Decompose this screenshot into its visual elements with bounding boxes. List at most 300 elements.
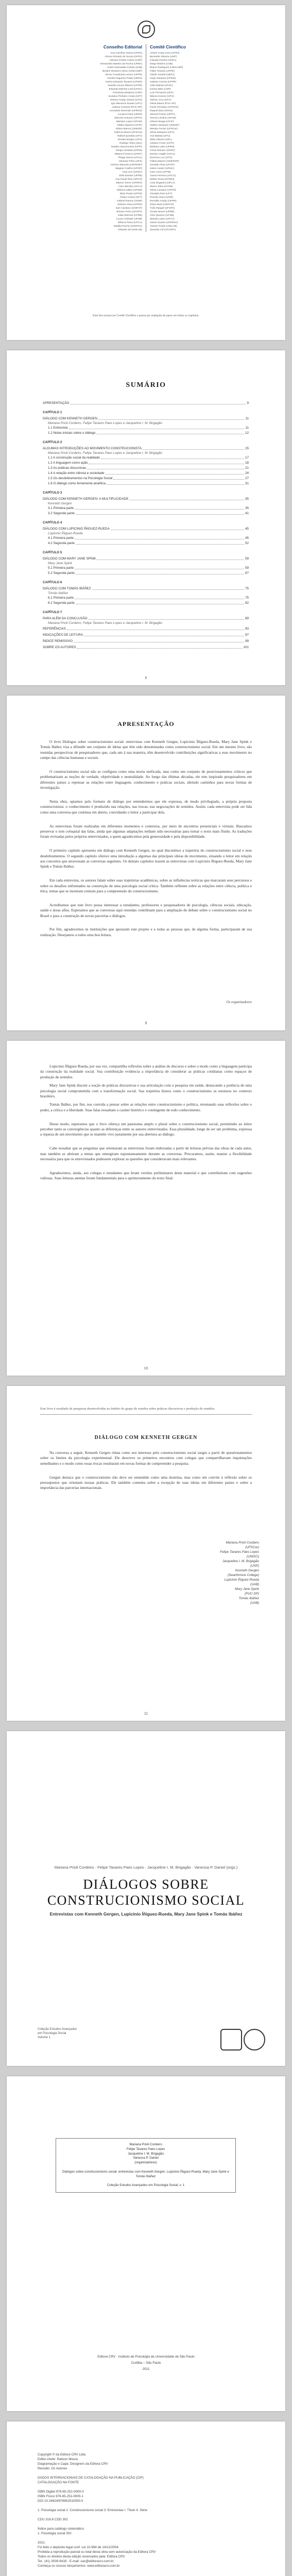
committee-member: Hugo Santana (UFMG) [150, 77, 176, 80]
toc-chapter-label [43, 521, 249, 525]
catalog-line [62, 2165, 229, 2170]
editorial-member: Bruno Cavalcanti Lemos (UFPE) [106, 74, 142, 76]
editorial-member: Ana Paula Reis (UFCG) [115, 178, 142, 181]
imprint-line [38, 2513, 254, 2517]
editorial-member: Ana Carolina Vianna (UFRJ) [110, 52, 142, 55]
series-note [38, 2027, 77, 2040]
toc-entry-authors: Kenneth Gergen [48, 502, 72, 505]
editorial-member: Kátia Moreira (UFRB) [117, 214, 142, 217]
committee-member: Luís Fernando (UFF) [150, 92, 174, 94]
committee-member: Karina Melo (USP) [150, 88, 171, 91]
committee-member: Zilda Oliveira (UEL) [150, 139, 172, 141]
committee-member: Ulisses Braga (UFJF) [150, 121, 174, 123]
toc-entry-title: 6.1 Primeira parte [48, 596, 74, 600]
toc-entry-page: 59 [245, 566, 249, 570]
committee-member: Sílvia Mota (UNIFAP) [150, 204, 174, 206]
apresentacao-title: APRESENTAÇÃO [117, 720, 175, 727]
toc-entry-page: 82 [245, 601, 249, 605]
committee-member: Kléber Rosa (UFRRJ) [150, 178, 175, 181]
imprint-line: Todos os direitos desta edição reservados pela: Editora CRV [38, 2555, 125, 2558]
editorial-member: Nádia Siqueira (UFJF) [117, 124, 142, 127]
imprint-line [38, 2522, 254, 2527]
toc-entry-title: SOBRE OS AUTORES [43, 646, 76, 649]
committee-member: Olívia Matos (PUC-SP) [150, 103, 176, 105]
toc-entry[interactable] [43, 536, 249, 540]
page-chapter-1 [7, 1386, 285, 1721]
toc-entry-page: 89 [245, 617, 249, 620]
editorial-member: Natália Rocha (UFERSA) [113, 225, 142, 228]
apresentacao-paragraph: Desse modo, esperamos que o livro ofereça um panorama amplo e plural sobre o construcionismo social, permitindo ao leitor perceber tanto as convergências quanto as diferenças entre os autores entrevistados. Essa pluralidade, longe de ser um problema, expressa a riqueza de um movimento que se mantém vivo justamente por sua abertura ao diálogo. [40, 1121, 252, 1137]
apresentacao-paragraph: O construcionismo social não se configura como uma teoria unificada, mas como um conjunto de posicionamentos críticos que problematizam as noções de verdade, objetividade e neutralidade. Ao longo das últimas décadas, ele tem inspirado pesquisadores em diferentes países a repensar as relações entre linguagem, conhecimento e práticas sociais, abrindo caminhos para novas formas de investigação. [40, 769, 252, 790]
toc-entry[interactable] [43, 477, 249, 481]
editorial-member: Beatriz Monteiro Abreu (UNICAMP) [102, 70, 142, 73]
imprint-line: Diagramação e Capa: Designers da Editora CRV [38, 2462, 108, 2466]
committee-member: Nívea Campos (UFPel) [150, 189, 176, 192]
toc-entry[interactable] [43, 447, 249, 451]
toc-entry-title: CAPÍTULO 1 [43, 411, 62, 414]
toc-entry-authors: Mariana Prioli Cordeiro, Felipe Tavares Paes Lopes e Jacqueline I. M. Brigagão [48, 451, 163, 455]
toc-leader-dots [75, 509, 244, 510]
toc-entry[interactable] [43, 596, 249, 600]
publisher-logo-icon [220, 2029, 242, 2050]
imprint-line: CDU 316.6 CDD 302 [38, 2518, 68, 2521]
imprint-line: Foi feito o depósito legal conf. Lei 10.994 de 14/12/2004 [38, 2546, 118, 2549]
toc-entry-page: 75 [245, 587, 249, 590]
toc-entry-title: 1.4 A relação entre ciência e sociedade [48, 471, 105, 475]
committee-member: Yuri Batista (UFU) [150, 135, 170, 138]
page-apresentacao-continued [7, 1041, 285, 1376]
imprint-line [38, 2536, 254, 2540]
contributor-line: (UAB) [250, 1601, 259, 1605]
imprint-line [38, 2485, 254, 2489]
committee-member: Fábio Teixeira (UFPE) [150, 70, 175, 73]
toc-leader-dots [98, 419, 244, 420]
toc-entry[interactable] [43, 527, 249, 531]
toc-entry-title: DIÁLOGO COM MARY JANE SPINK [43, 557, 96, 561]
table-of-contents [43, 399, 249, 650]
contributor-line: (PUC-SP) [245, 1592, 259, 1596]
editorial-member: Helena Araújo Santos (UFG) [110, 99, 142, 101]
toc-entry-title: 1.1 Entrevista [48, 426, 68, 430]
editorial-member: Otávio Barros (UNESP) [115, 128, 142, 130]
committee-member: Zacarias Gil (UFCSPA) [150, 229, 176, 231]
imprint-line: Editor-chefe: Railson Moura [38, 2458, 78, 2461]
editorial-member: Gabriel Ramos (UNIR) [116, 200, 142, 202]
imprint-line: 1. Psicologia social 302 [38, 2532, 72, 2535]
page-number: 10 [144, 1367, 148, 1370]
editorial-member: Ivan Cardoso (UNIFAP) [115, 207, 142, 210]
toc-entry-title: CAPÍTULO 5 [43, 551, 62, 554]
page-number: 5 [145, 676, 147, 680]
committee-member: João Batista (UFSC) [150, 84, 173, 87]
imprint-line: Proibida a reprodução parcial ou total desta obra sem autorização da Editora CRV [38, 2550, 156, 2554]
editorial-member: Marcelo Antunes (UFPA) [114, 117, 142, 120]
toc-entry-authors: Tomás Ibáñez [48, 591, 68, 595]
signature: Os organizadores [226, 1000, 252, 1004]
editorial-member: Tatiana Fonseca (UFMT) [114, 153, 142, 156]
toc-entry-authors: Mary Jane Spink [48, 562, 72, 565]
committee-member: Paulo Henrique (UFRGS) [150, 106, 179, 109]
page-apresentacao [7, 696, 285, 1030]
toc-entry-page: 11 [245, 426, 249, 430]
catalog-line [62, 2179, 229, 2183]
contributor-line: (UNISO) [246, 1555, 259, 1558]
editorial-member: Rodrigo Teles (UEL) [119, 142, 142, 145]
toc-entry[interactable] [43, 426, 249, 430]
toc-entry[interactable] [43, 506, 249, 511]
imprint-line: Índice para catálogo sistemático [38, 2527, 84, 2531]
committee-member: Vítor Queiroz (UFSB) [150, 214, 174, 217]
toc-leader-dots [113, 479, 244, 480]
toc-entry-title: DIÁLOGO COM TOMÁS IBÁÑEZ [43, 587, 91, 590]
toc-entry[interactable] [43, 461, 249, 465]
editorial-member: Gustavo Pinheiro Costa (UFF) [108, 95, 142, 98]
editorial-member: Alessandra Martins da Rocha (UFBA) [100, 63, 142, 65]
toc-entry-page: 18 [245, 461, 249, 465]
page-title [7, 1731, 285, 2066]
toc-entry[interactable] [43, 617, 249, 621]
committee-member: César Moraes (UFMT) [150, 149, 175, 152]
committee-member: Elaine Rodrigues (UNICAMP) [150, 66, 183, 69]
committee-member: Helen Castro (UFMA) [150, 167, 175, 170]
editorial-member: Renata Borges (UFU) [117, 139, 142, 141]
toc-entry-title: 6.2 Segunda parte [48, 601, 75, 605]
toc-entry-page: 27 [245, 477, 249, 480]
editorial-member: Eduardo Barreto Leal (UFSC) [109, 88, 142, 91]
editorial-member: Orlando Sá (UNILAB) [117, 229, 142, 231]
committee-member: Bárbara Leite (UFRN) [150, 146, 175, 148]
editorial-member: Fernanda Medeiros (USP) [112, 92, 142, 94]
imprint-line [38, 2471, 254, 2476]
toc-entry[interactable] [43, 557, 249, 561]
page-catalog [7, 2076, 285, 2411]
institute-logo-icon [244, 2029, 265, 2050]
toc-entry-page: 45 [245, 527, 249, 531]
apresentacao-paragraph: Acreditamos que este livro possa interessar a estudantes, professores e pesquisadores de psicologia, ciências sociais, educação, saúde e áreas afins. Esperamos que as conversas aqui reunidas contribuam para a ampliação do debate sobre o construcionismo social no Brasil e para a construção de novas parcerias e diálogos. [40, 902, 252, 918]
committee-member: Bernardo Silveira (USP) [150, 56, 177, 58]
toc-entry-page: 9 [247, 401, 249, 405]
toc-entry-page: 35 [245, 497, 249, 501]
toc-leader-dots [143, 449, 244, 450]
catalog-line: Jacqueline I. M. Brigagão [128, 2151, 164, 2156]
catalog-line: (organizadores) [134, 2161, 157, 2165]
toc-leader-dots [76, 514, 244, 515]
committee-member: Adriano Freire (UFPI) [150, 142, 174, 145]
toc-entry-title: CAPÍTULO 2 [43, 440, 62, 444]
imprint-line: Tel.: (41) 3039-6418 - E-mail: sac@editoracrv.com.br [38, 2560, 114, 2563]
committee-member: Ícaro Lima (UFPB) [150, 171, 171, 174]
committee-member: Túlio Rangel (UFOPA) [150, 207, 175, 210]
editorial-member: Daniela Souza Ribeiro (UFPR) [108, 84, 142, 87]
committee-member: Tereza Cristina (UFAM) [150, 117, 176, 120]
committee-member: Fátima Barros (UNIFESP) [150, 160, 179, 163]
catalog-line: Vanessa P. Daniel [133, 2156, 159, 2160]
apresentacao-paragraph: Em cada entrevista, os autores falam sobre suas trajetórias acadêmicas, sobre as influências teóricas que marcaram seus percursos e sobre os desafios enfrentados na construção de uma psicologia social crítica. Também refletem sobre as relações entre ciência, política e ética, temas que se mostram centrais para a compreensão do construcionismo. [40, 878, 252, 893]
contributor-line: Tomás Ibáñez [238, 1597, 259, 1600]
committee-member: Joana Ferreira (UFCG) [150, 175, 176, 177]
editor-line: Editora CRV · Instituto de Psicologia da Universidade de São Paulo [97, 2355, 195, 2359]
committee-member: Lívia Nogueira (UFLA) [150, 182, 175, 184]
editorial-member: Adriana Freitas Castro (USP) [109, 59, 142, 62]
catalog-line: Coleção Estudos Avançados em Psicologia Social, v. 1 [107, 2183, 185, 2188]
toc-entry-authors: Lupicinio Íñiguez-Rueda [48, 532, 83, 535]
toc-chapter-label [43, 551, 249, 555]
toc-entry-page: 21 [245, 466, 249, 470]
imprint-block [38, 2452, 254, 2568]
editorial-council-column [78, 44, 146, 232]
series-line: Volume 1 [38, 2036, 51, 2039]
toc-entry[interactable] [43, 497, 249, 501]
editorial-member: Lucas Andrade (UFSB) [116, 218, 142, 221]
toc-entry-title: 5.1 Primeira parte [48, 566, 74, 570]
editorial-member: Camila Nogueira Prado (UERJ) [107, 77, 142, 80]
toc-entry-title: INDICAÇÕES DE LEITURA [43, 633, 83, 637]
chapter-paragraph: Gergen destaca que o construcionismo não deve ser entendido como uma doutrina, mas como um convite à reflexão sobre os pressupostos que orientam nossas práticas. Ele também comenta sobre a recepção de suas ideias em diferentes países e sobre a importância das parcerias internacionais. [40, 1475, 252, 1490]
committee-member: Yasmin Prado (UNILAB) [150, 225, 177, 228]
chapter-paragraph: Na conversa a seguir, Kenneth Gergen relata como seu interesse pelo construcionismo social surgiu a partir de questionamentos sobre os limites da psicologia experimental. Ele descreve os primeiros encontros com colegas que compartilhavam inquietações semelhantes e o modo como essas trocas resultaram em novas formas de compreender a pesquisa. [40, 1450, 252, 1466]
committee-member: Osvaldo Reis (UFT) [150, 193, 173, 195]
committee-member: Xavier Duarte (UFERSA) [150, 222, 178, 224]
toc-entry-page: 59 [245, 557, 249, 561]
toc-entry[interactable] [43, 401, 249, 405]
toc-entry[interactable] [43, 633, 249, 637]
toc-entry-page: 24 [245, 471, 249, 475]
toc-entry-title: DIÁLOGO COM KENNETH GERGEN [43, 417, 98, 420]
toc-entry-page: 75 [245, 596, 249, 600]
imprint-line: DADOS INTERNACIONAIS DE CATALOGAÇÃO NA PUBLICAÇÃO (CIP) [38, 2476, 144, 2480]
page-number: 11 [144, 1712, 148, 1716]
editorial-member: Yara Lins (UFMA) [122, 171, 142, 174]
contributors-list [177, 1540, 259, 1605]
toc-entry[interactable] [43, 417, 249, 421]
chapter-1-heading: DIÁLOGO COM KENNETH GERGEN [94, 1435, 198, 1440]
editorial-member: Patrícia Moura (UFSCar) [114, 131, 142, 134]
committee-member: Márcia Gomes (UFG) [150, 95, 174, 98]
imprint-line: DOI 10.24824/978652510000.0 [38, 2499, 83, 2503]
imprint-line: 2021 [38, 2541, 45, 2545]
toc-entry[interactable] [43, 646, 249, 650]
editorial-member: Juliana Campos (PUC-SP) [112, 106, 142, 109]
committee-member: Isabela Correia (UFPR) [150, 81, 177, 83]
toc-entry-title: 1.2 Notas iniciais sobre o diálogo [48, 431, 96, 435]
editorial-member: Luciana Faria (UFES) [117, 113, 142, 116]
editorial-member: Sérgio Almeida (UFRN) [115, 149, 142, 152]
toc-entry-page: 99 [245, 639, 249, 643]
toc-entry[interactable] [43, 466, 249, 470]
editorial-member: Afonso Ricardo de Souza (UFRJ) [105, 56, 142, 58]
catalog-line: Felipe Tavares Paes Lopes [126, 2147, 165, 2151]
toc-entry-title: PARA ALÉM DA CONCLUSÃO [43, 617, 88, 620]
editorial-member: Carlos Eduardo Tavares (UFMG) [105, 81, 142, 83]
editorial-member: Vanessa Pires (UFS) [118, 160, 142, 163]
editor-year: 2021 [142, 2367, 150, 2371]
imprint-line [38, 2503, 254, 2508]
toc-chapter-label [43, 411, 249, 415]
toc-entry-title: CAPÍTULO 7 [43, 611, 62, 614]
editorial-member: André Guimarães Falcão (UnB) [107, 66, 142, 69]
scientific-committee-column [146, 44, 214, 232]
editorial-member: Igor Menezes Duarte (UFC) [111, 103, 142, 105]
toc-entry-title: 1.6 O diálogo como ferramenta analítica [48, 482, 106, 485]
page-imprint [7, 2421, 285, 2576]
toc-entry-title: 4.2 Segunda parte [48, 541, 75, 545]
toc-entry-page: 17 [245, 456, 249, 460]
toc-entry[interactable] [43, 456, 249, 460]
toc-title: SUMÁRIO [126, 381, 166, 389]
contributor-line: Felipe Tavares Paes Lopes [219, 1550, 259, 1554]
imprint-line: CATALOGAÇÃO NA FONTE [38, 2481, 79, 2484]
toc-entry[interactable] [43, 482, 249, 486]
toc-entry-page: 41 [245, 512, 249, 515]
apresentacao-paragraph: Tomás Ibáñez, por fim, nos convida a pensar sobre as relações entre construcionismo e política, retomando suas reflexões sobre o poder, a crítica e a liberdade. Suas falas ressaltam o caráter histórico e contingente de todo conhecimento. [40, 1102, 252, 1112]
toc-entry-page: 101 [243, 646, 249, 649]
scientific-committee-title: Comitê Científico [150, 44, 186, 49]
editorial-member: Bianca Torres (UFRRJ) [116, 182, 142, 184]
toc-entry-title: ALGUMAS INTRODUÇÕES AO MOVIMENTO CONSTRUCIONISTA [43, 447, 142, 450]
editorial-member: Thiago Nunes (UFAL) [117, 157, 142, 159]
editorial-member: Débora Salles (UFSM) [116, 189, 142, 192]
committee-member: Úrsula Neves (UFRB) [150, 211, 175, 213]
editorial-member: Leonardo Rezende (UFRGS) [109, 110, 142, 112]
committee-member: Emerson Luz (UFS) [150, 157, 173, 159]
apresentacao-paragraph: Cabe ressaltar que as perguntas que orientaram as entrevistas foram elaboradas a partir de leituras prévias das obras de cada autor, mas também se abriram a temas que emergiram espontaneamente durante as conversas. Procuramos, assim, manter a flexibilidade necessária para que os entrevistados pudessem explorar as questões que consideravam mais relevantes. [40, 1146, 252, 1161]
toc-entry[interactable] [43, 512, 249, 516]
editorial-member: Caio Mendes (UFLA) [118, 185, 142, 188]
toc-entry[interactable] [43, 431, 249, 435]
publisher-logo [7, 21, 285, 38]
toc-entry-title: 3.1 Primeira parte [48, 506, 74, 510]
editorial-member: Vinícius Macedo (UNIFESP) [110, 164, 142, 166]
toc-entry-title: 5.2 Segunda parte [48, 571, 75, 575]
committee-member: Wesley Ferraz (UFSCar) [150, 128, 178, 130]
toc-entry-page: 52 [245, 541, 249, 545]
toc-entry-title: 3.2 Segunda parte [48, 512, 75, 515]
toc-entry-page: 12 [245, 431, 249, 435]
toc-entry-page: 31 [245, 482, 249, 485]
contributor-line: Kenneth Gergen [235, 1569, 259, 1572]
toc-entry-title: 1.2 A linguagem como ação [48, 461, 88, 465]
toc-entry-title: APRESENTAÇÃO [43, 401, 70, 405]
organizers-line: Mariana Prioli Cordeiro · Felipe Tavares Paes Lopes · Jacqueline I. M. Brigagão · Vanessa P. Daniel (orgs.) [54, 1865, 238, 1870]
committee-member: Nelson Cruz (UFC) [150, 99, 171, 101]
contributor-line: Mary Jane Spink [235, 1587, 259, 1591]
toc-leader-dots [92, 589, 244, 590]
toc-entry-title: CAPÍTULO 3 [43, 491, 62, 495]
contributor-line: Jacqueline I. M. Brigagão [222, 1560, 259, 1563]
editorial-board [7, 44, 285, 232]
committee-member: Denise Aragão (UFAL) [150, 153, 175, 156]
imprint-line: ISBN Digital 978-65-251-0000-0 [38, 2490, 84, 2494]
toc-entry-page: 67 [245, 571, 249, 575]
toc-entry[interactable] [43, 587, 249, 591]
committee-member: Priscila Alves (UNIR) [150, 196, 174, 199]
committee-member: Wanda Lopes (UFCA) [150, 218, 175, 221]
toc-entry-page: 11 [245, 417, 249, 420]
contributor-line: (USP) [250, 1564, 259, 1568]
toc-entry-title: CAPÍTULO 6 [43, 581, 62, 584]
toc-chapter-label [43, 440, 249, 445]
contributor-line: (Swarthmore College) [227, 1573, 259, 1577]
imprint-line: Conheça os nossos lançamentos: www.editoracrv.com.br [38, 2564, 120, 2568]
apresentacao-paragraph: Agradecemos, ainda, aos colegas e estudantes que leram versões preliminares deste material e que contribuíram com sugestões valiosas. Suas leituras atentas foram fundamentais para o aprimoramento do texto final. [40, 1170, 252, 1181]
contributor-line: Mariana Prioli Cordeiro [226, 1541, 259, 1545]
apresentacao-paragraph: O primeiro capítulo apresenta um diálogo com Kenneth Gergen, no qual discutimos a trajetória do construcionismo social e seus desdobramentos. O segundo capítulo oferece uma introdução a algumas das principais ideias do movimento, situando o leitor em relação aos conceitos que atravessam as conversas seguintes. Os demais capítulos trazem as entrevistas com Lupicinio Íñiguez-Rueda, Mary Jane Spink e Tomás Ibáñez. [40, 848, 252, 869]
committee-member: Gisele Amaral (UERJ) [150, 74, 175, 76]
book-title: DIÁLOGOS SOBRE CONSTRUCIONISMO SOCIAL [47, 1877, 245, 1908]
imprint-line: Revisão: Os Autores [38, 2467, 67, 2470]
editorial-member: Sandra Vasconcelos (UFPI) [111, 146, 142, 148]
toc-entry-page: 45 [245, 536, 249, 540]
editorial-member: Jéssica Porto (UFOPA) [116, 211, 142, 213]
editorial-council-title: Conselho Editorial [103, 44, 142, 49]
toc-entry-title: DIÁLOGO COM KENNETH GERGEN: A MULTIPLICIDADE [43, 497, 129, 501]
toc-entry-page: 15 [245, 447, 249, 450]
editorial-member: Wagner Coelho (UFOP) [115, 167, 142, 170]
committee-member: Valéria Sampaio (UNESP) [150, 124, 179, 127]
page-editorial-board [7, 5, 285, 340]
toc-entry-title: DIÁLOGO COM LUPICINIO ÍÑIGUEZ-RUEDA [43, 527, 110, 531]
imprint-line: ISBN Físico 978-65-251-0000-1 [38, 2495, 83, 2498]
toc-entry[interactable] [43, 601, 249, 605]
title-block [38, 1865, 254, 1917]
editorial-member: Mônica Paiva (UFCA) [117, 222, 142, 224]
toc-entry-title: 1.1 A construção social da realidade [48, 456, 100, 460]
toc-entry[interactable] [43, 639, 249, 643]
toc-leader-dots [76, 544, 244, 545]
toc-entry-title: CAPÍTULO 4 [43, 521, 62, 524]
toc-entry-title: 1.5 Os desdobramentos na Psicologia Social [48, 477, 113, 480]
catalog-line: Mariana Prioli Cordeiro [129, 2143, 162, 2146]
toc-entry[interactable] [43, 541, 249, 546]
imprint-line: Copyright © da Editora CRV Ltda. [38, 2453, 87, 2456]
editor-city: Curitiba – São Paulo [131, 2361, 161, 2365]
imprint-line: 1. Psicologia social 2. Construcionismo social 3. Entrevistas I. Título II. Série [38, 2509, 148, 2512]
toc-entry-title: 4.1 Primeira parte [48, 536, 74, 540]
editorial-member: Elias Prado (UFPel) [119, 193, 142, 195]
committee-member: Ronaldo Araújo (UFRR) [150, 200, 177, 202]
catalog-line: Diálogos sobre construcionismo social: entrevistas com Kenneth Gergen, Lupicinio Íñiguez-Rueda, Mary Jane Spink e Tomás Ibáñez [62, 2170, 229, 2178]
toc-entry[interactable] [43, 566, 249, 570]
apresentacao-paragraph: Nesta obra, optamos pelo formato de diálogo por entendermos que ele expressa, de modo privilegiado, a própria proposta construcionista: o conhecimento é produzido nas relações, nas trocas, nas negociações de sentidos. Assim, cada entrevista pode ser lida como uma conversa que continua em aberto, convidando o leitor a participar dela. [40, 799, 252, 815]
contributor-line: (UAB) [250, 1583, 259, 1586]
toc-entry-authors: Mariana Prioli Cordeiro, Felipe Tavares Paes Lopes e Jacqueline I. M. Brigagão [48, 421, 163, 425]
toc-chapter-label [43, 491, 249, 495]
toc-entry[interactable] [43, 571, 249, 575]
toc-entry-title: ÍNDICE REMISSIVO [43, 639, 73, 643]
apresentacao-paragraph: O livro Diálogos sobre construcionismo social: entrevistas com Kenneth Gergen, Lupicinio Íñiguez-Rueda, Mary Jane Spink e Tomás Ibáñez visa a difundir um conjunto de ideias que têm sido denominadas como construcionismo social. Em um mesmo livro, são reunidas perspectivas de pesquisadores que, cada um à sua maneira, têm desenvolvido contribuições significativas a esse movimento no campo das ciências humanas e sociais. [40, 739, 252, 760]
committee-member: Xênia Marques (UFV) [150, 131, 175, 134]
preface-strip: Este livro é resultado de pesquisas desenvolvidas no âmbito do grupo de estudos sobre práticas discursivas e produção de sentidos. [40, 1406, 252, 1415]
toc-entry-page: 35 [245, 506, 249, 510]
review-footnote: Este livro possui um Comitê Científico e passa por avaliação de pares em todos os capítulos. [93, 314, 199, 317]
editorial-member: Rafael Quintela (UFV) [117, 135, 142, 138]
contributor-line: (UFSCar) [245, 1546, 259, 1549]
toc-chapter-label [43, 611, 249, 615]
contributor-line: Lupicinio Íñiguez-Rueda [224, 1578, 259, 1582]
committee-member: Geraldo Pinto (UFOP) [150, 164, 175, 166]
editorial-member: Zélia Dantas (UFPB) [118, 175, 142, 177]
toc-entry[interactable] [43, 471, 249, 476]
book-subtitle: Entrevistas com Kenneth Gergen, Lupicinio Íñiguez-Rueda, Mary Jane Spink e Tomás Ibáñez [49, 1911, 243, 1917]
editorial-member: Mariana Lopes (UFAM) [116, 121, 142, 123]
committee-member: Raquel Dias (UFES) [150, 110, 173, 112]
committee-member: Diego Martins (UnB) [150, 63, 173, 65]
page-sumario [7, 350, 285, 685]
toc-entry-authors: Mariana Prioli Cordeiro, Felipe Tavares Paes Lopes e Jacqueline I. M. Brigagão [48, 621, 163, 625]
toc-entry[interactable] [43, 627, 249, 631]
toc-entry-title: 1.3 As práticas discursivas [48, 466, 87, 470]
apresentacao-paragraph: As entrevistas foram realizadas em diferentes momentos e contextos, por meio de encontros presenciais e virtuais. Buscamos preservar o tom coloquial das falas, ainda que algumas adaptações tenham sido necessárias para tornar o texto mais fluido. As traduções foram revisadas pelos próprios entrevistados, a quem agradecemos pela generosidade e pela disponibilidade. [40, 823, 252, 839]
